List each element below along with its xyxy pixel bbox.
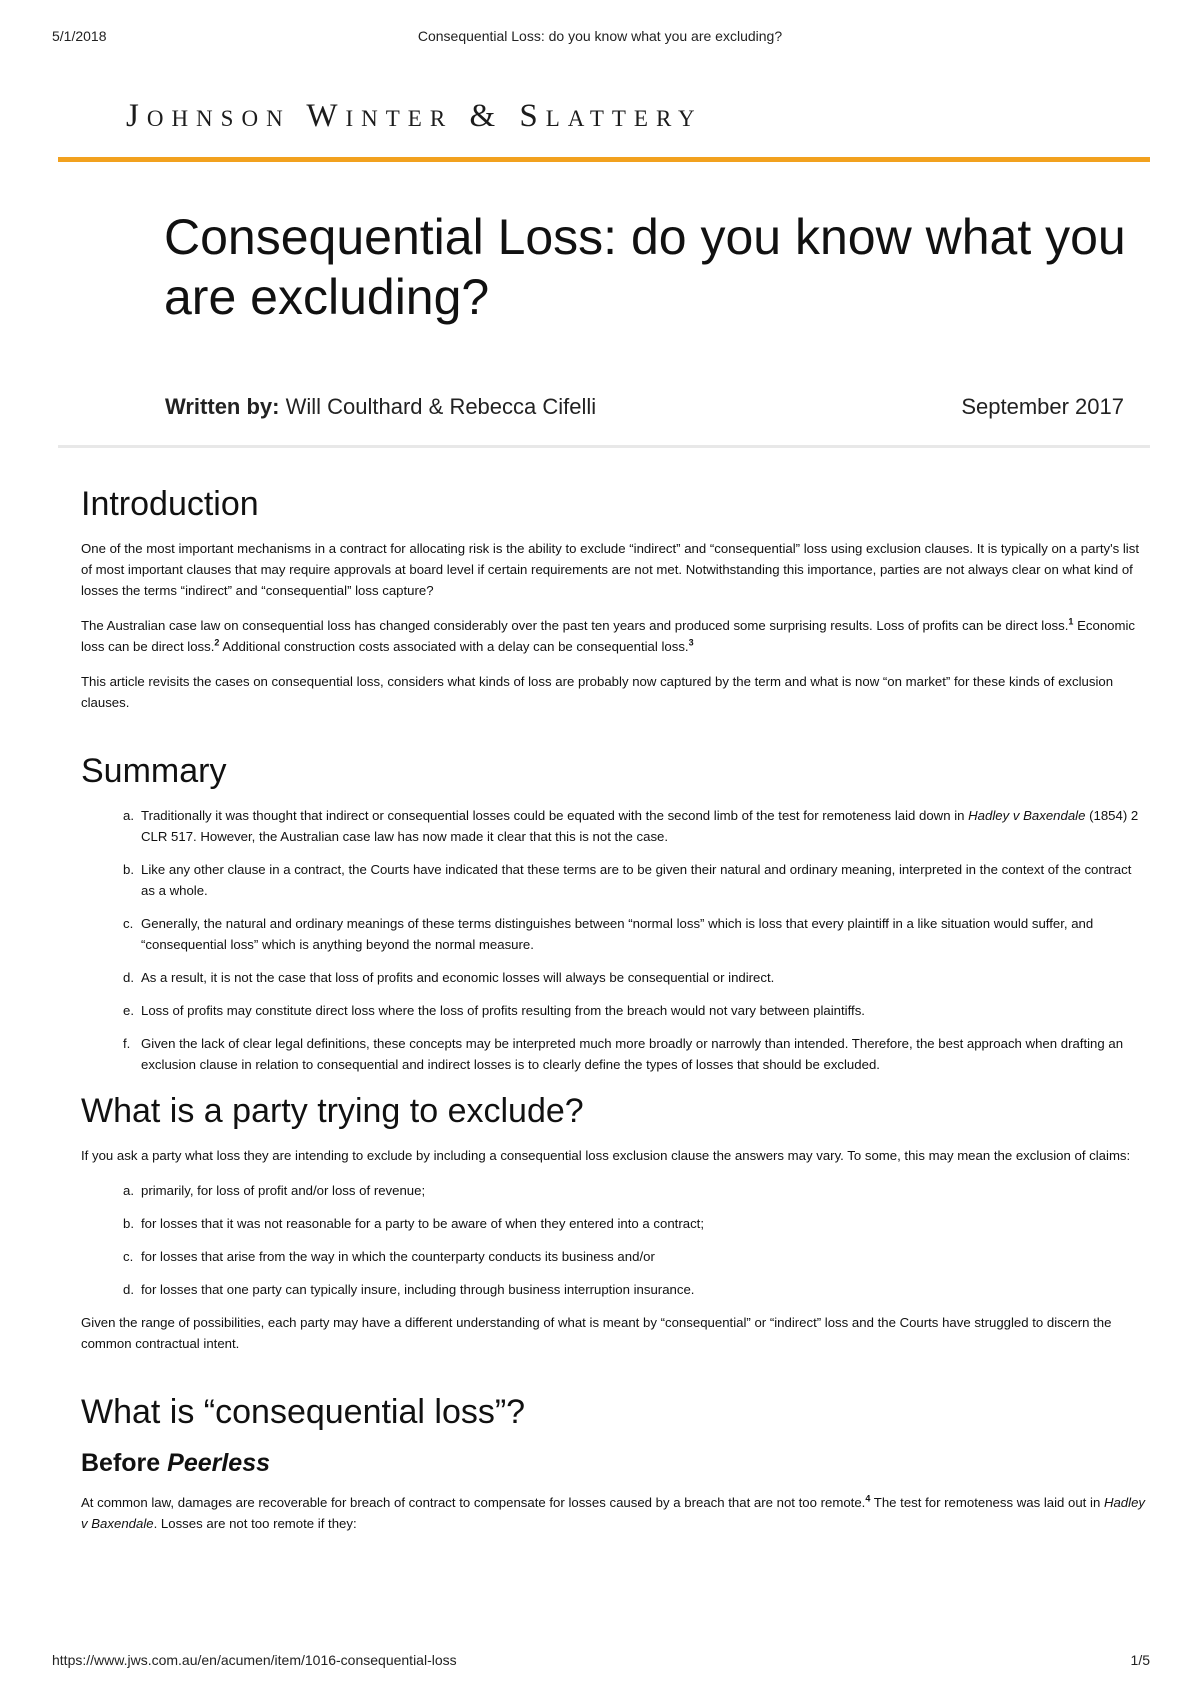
heading-consequential-loss: What is “consequential loss”? [81, 1393, 526, 1431]
paragraph-text: At common law, damages are recoverable for breach of contract to compensate for losses caused by a breach that are not too remote. [81, 1495, 866, 1510]
print-footer [0, 1652, 1200, 1672]
list-item [125, 805, 1147, 847]
byline-divider [58, 445, 1150, 448]
list-item [125, 1246, 1147, 1267]
article-date: September 2017 [961, 394, 1124, 419]
brand-divider [58, 157, 1150, 162]
footnote-ref-2[interactable]: 2 [214, 637, 220, 648]
list-marker: a. [123, 808, 134, 823]
print-header [0, 28, 1200, 48]
list-item-text: primarily, for loss of profit and/or loss of revenue; [141, 1183, 426, 1198]
list-item-text: (1854) 2 CLR 517. However, the Australian case law has now made it clear that this is not the case. [141, 808, 1139, 844]
intro-p2-text-c: Additional construction costs associated with a delay can be consequential loss. [219, 639, 689, 654]
heading-summary: Summary [81, 752, 227, 790]
print-date: 5/1/2018 [52, 28, 107, 44]
intro-paragraph-1: One of the most important mechanisms in a contract for allocating risk is the ability to exclude “indirect” and “consequential” loss using exclusion clauses. It is typically on a party's list of most important clauses that may require approvals at board level if certain requirements are not met. Notwithstanding this importance, parties are not always clear on what kind of losses the terms “indirect” and “consequential” loss capture? [81, 541, 1139, 598]
list-marker: d. [123, 1282, 134, 1297]
list-item-text: Traditionally it was thought that indirect or consequential losses could be equated with the second limb of the test for remoteness laid down in [141, 808, 969, 823]
print-url[interactable]: https://www.jws.com.au/en/acumen/item/1016-consequential-loss [52, 1652, 457, 1668]
footnote-ref-4[interactable]: 4 [865, 1493, 871, 1504]
summary-list [125, 805, 1147, 1075]
heading-introduction: Introduction [81, 485, 259, 523]
article-body [81, 480, 1147, 1548]
list-item [125, 967, 1147, 988]
list-item [125, 913, 1147, 955]
paragraph-text: The test for remoteness was laid out in [870, 1495, 1104, 1510]
subheading-text: Before [81, 1449, 168, 1477]
intro-p2-text-b: Economic loss can be direct loss. [81, 618, 1136, 654]
intro-p2-text-a: The Australian case law on consequential loss has changed considerably over the past ten years and produced some surprising results. Loss of profits can be direct loss. [81, 618, 1069, 633]
print-page-title: Consequential Loss: do you know what you are excluding? [417, 28, 783, 44]
list-item [125, 1180, 1147, 1201]
list-marker: a. [123, 1183, 134, 1198]
list-marker: c. [123, 916, 134, 931]
list-item [125, 859, 1147, 901]
list-marker: b. [123, 862, 134, 877]
article-title: Consequential Loss: do you know what you are excluding? [164, 209, 1126, 325]
list-item-text: Given the lack of clear legal definitions, these concepts may be interpreted much more broadly or narrowly than intended. Therefore, the best approach when drafting an exclusion clause in relation to consequential and indirect losses is to clearly define the types of losses that should be excluded. [141, 1036, 1124, 1072]
exclude-paragraph-2: Given the range of possibilities, each party may have a different understanding of what is meant by “consequential” or “indirect” loss and the Courts have struggled to discern the common contractual intent. [81, 1315, 1112, 1351]
subheading-before-peerless [81, 1446, 1147, 1480]
list-marker: f. [123, 1036, 131, 1051]
case-citation: Peerless [167, 1449, 271, 1477]
byline [165, 394, 596, 420]
list-item-text: for losses that arise from the way in which the counterparty conducts its business and/or [141, 1249, 655, 1264]
list-marker: d. [123, 970, 134, 985]
footnote-ref-1[interactable]: 1 [1068, 616, 1074, 627]
list-item [125, 1213, 1147, 1234]
list-marker: c. [123, 1249, 134, 1264]
case-citation: Hadley v Baxendale [81, 1495, 1146, 1531]
page-number: 1/5 [1130, 1652, 1150, 1668]
list-item-text: Like any other clause in a contract, the Courts have indicated that these terms are to be given their natural and ordinary meaning, interpreted in the context of the contract as a whole. [141, 862, 1132, 898]
exclude-list [125, 1180, 1147, 1300]
list-item [125, 1033, 1147, 1075]
list-item-text: As a result, it is not the case that loss of profits and economic losses will always be consequential or indirect. [141, 970, 775, 985]
brand-logo[interactable]: Johnson Winter & Slattery [126, 98, 703, 134]
paragraph-text: . Losses are not too remote if they: [153, 1516, 357, 1531]
footnote-ref-3[interactable]: 3 [688, 637, 694, 648]
list-item-text: for losses that it was not reasonable for a party to be aware of when they entered into a contract; [141, 1216, 704, 1231]
list-item [125, 1000, 1147, 1021]
byline-label: Written by: [165, 394, 280, 419]
list-item [125, 1279, 1147, 1300]
byline-authors: Will Coulthard & Rebecca Cifelli [285, 394, 597, 419]
list-item-text: Loss of profits may constitute direct loss where the loss of profits resulting from the breach would not vary between plaintiffs. [141, 1003, 865, 1018]
intro-paragraph-2 [81, 615, 1147, 657]
list-marker: b. [123, 1216, 134, 1231]
consequential-paragraph-1 [81, 1492, 1147, 1534]
list-item-text: for losses that one party can typically insure, including through business interruption insurance. [141, 1282, 695, 1297]
exclude-paragraph-1: If you ask a party what loss they are intending to exclude by including a consequential loss exclusion clause the answers may vary. To some, this may mean the exclusion of claims: [81, 1148, 1131, 1163]
list-marker: e. [123, 1003, 134, 1018]
heading-what-to-exclude: What is a party trying to exclude? [81, 1092, 584, 1130]
intro-paragraph-3: This article revisits the cases on consequential loss, considers what kinds of loss are probably now captured by the term and what is now “on market” for these kinds of exclusion clauses. [81, 674, 1114, 710]
case-citation: Hadley v Baxendale [968, 808, 1086, 823]
list-item-text: Generally, the natural and ordinary meanings of these terms distinguishes between “normal loss” which is loss that every plaintiff in a like situation would suffer, and “consequential loss” which is anything beyond the normal measure. [141, 916, 1094, 952]
